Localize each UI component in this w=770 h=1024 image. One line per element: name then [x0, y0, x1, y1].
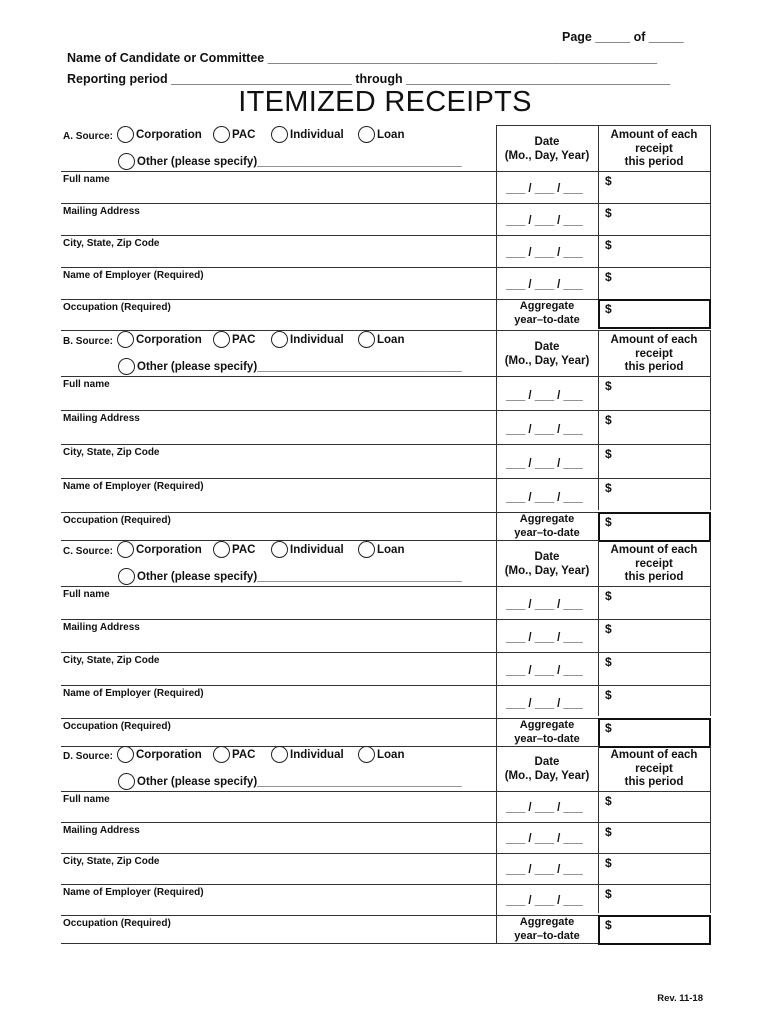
date-field[interactable]: ___ / ___ / ___	[506, 665, 583, 677]
amount-field[interactable]: $	[605, 379, 612, 393]
date-field[interactable]: ___ / ___ / ___	[506, 698, 583, 710]
amount-field[interactable]: $	[605, 270, 612, 284]
amount-header-line: this period	[624, 571, 684, 583]
source-label: D. Source:	[63, 751, 114, 762]
radio-button-icon[interactable]	[118, 153, 135, 170]
field-input[interactable]	[61, 619, 496, 652]
field-input[interactable]	[61, 586, 496, 619]
date-header-line: Date	[534, 756, 560, 768]
amount-column-header	[598, 334, 710, 375]
date-column-header	[496, 550, 598, 578]
radio-button-icon[interactable]	[358, 331, 375, 348]
radio-button-icon[interactable]	[118, 773, 135, 790]
date-field[interactable]: ___ / ___ / ___	[506, 632, 583, 644]
amount-column-header	[598, 544, 710, 585]
field-label: Occupation (Required)	[63, 302, 171, 313]
source-option-individual[interactable]	[271, 746, 344, 763]
receipt-section	[61, 125, 710, 330]
field-label: Occupation (Required)	[63, 721, 171, 732]
radio-button-icon[interactable]	[117, 746, 134, 763]
amount-field[interactable]: $	[605, 825, 612, 839]
date-header-line: (Mo., Day, Year)	[504, 565, 590, 577]
amount-column-header	[598, 129, 710, 170]
source-option-other[interactable]	[118, 153, 462, 170]
radio-button-icon[interactable]	[213, 126, 230, 143]
aggregate-label	[496, 300, 598, 327]
source-option-label: PAC	[232, 333, 256, 346]
field-input[interactable]	[61, 235, 496, 267]
receipt-section	[61, 745, 710, 943]
field-label: City, State, Zip Code	[63, 447, 160, 458]
field-input[interactable]	[61, 299, 496, 329]
amount-field[interactable]: $	[605, 794, 612, 808]
amount-field[interactable]: $	[605, 481, 612, 495]
amount-column-header	[598, 749, 710, 790]
field-label: Full name	[63, 174, 110, 185]
field-input[interactable]	[61, 853, 496, 884]
source-option-corporation[interactable]	[117, 331, 202, 348]
source-option-loan[interactable]	[358, 541, 404, 558]
amount-header-line: receipt	[635, 557, 673, 570]
date-field[interactable]: ___ / ___ / ___	[506, 390, 583, 402]
aggregate-label	[496, 719, 598, 746]
source-option-other[interactable]	[118, 358, 462, 375]
field-input[interactable]	[61, 512, 496, 542]
source-option-label: Corporation	[136, 128, 202, 141]
date-header-line: Date	[534, 551, 560, 563]
aggregate-label-line: Aggregate	[519, 300, 575, 312]
date-field[interactable]: ___ / ___ / ___	[506, 802, 583, 814]
aggregate-label-line: year–to-date	[514, 732, 580, 745]
date-field[interactable]: ___ / ___ / ___	[506, 247, 583, 259]
source-option-individual[interactable]	[271, 331, 344, 348]
date-field[interactable]: ___ / ___ / ___	[506, 458, 583, 470]
date-header-line: (Mo., Day, Year)	[504, 355, 590, 367]
source-option-label: Loan	[377, 128, 405, 141]
aggregate-label-line: year–to-date	[514, 526, 580, 539]
source-option-other[interactable]	[118, 568, 462, 585]
amount-header-line: Amount of each	[610, 544, 698, 556]
source-option-loan[interactable]	[358, 126, 404, 143]
field-input[interactable]	[61, 203, 496, 235]
source-option-individual[interactable]	[271, 126, 344, 143]
source-option-label: Individual	[290, 543, 344, 556]
date-header-line: (Mo., Day, Year)	[504, 770, 590, 782]
amount-field[interactable]: $	[605, 622, 612, 636]
source-option-corporation[interactable]	[117, 541, 202, 558]
field-input[interactable]	[61, 478, 496, 512]
radio-button-icon[interactable]	[118, 358, 135, 375]
field-input[interactable]	[61, 444, 496, 478]
date-column-header	[496, 135, 598, 163]
field-label: Name of Employer (Required)	[63, 481, 204, 492]
amount-field[interactable]: $	[605, 655, 612, 669]
divider-line	[710, 330, 711, 510]
divider-line	[710, 540, 711, 716]
field-label: Name of Employer (Required)	[63, 270, 204, 281]
field-label: City, State, Zip Code	[63, 238, 160, 249]
candidate-name-field[interactable]: Name of Candidate or Committee ________________________________________________________	[67, 51, 658, 65]
amount-header-line: Amount of each	[610, 749, 698, 761]
receipt-section	[61, 330, 710, 540]
field-input[interactable]	[61, 410, 496, 444]
revision-label: Rev. 11-18	[657, 993, 703, 1004]
other-specify-label: Other (please specify)________________________________	[137, 360, 462, 373]
amount-field[interactable]: $	[605, 447, 612, 461]
aggregate-amount-field: $	[605, 302, 612, 316]
aggregate-label-line: year–to-date	[514, 929, 580, 942]
source-option-pac[interactable]	[213, 746, 255, 763]
amount-header-line: Amount of each	[610, 334, 698, 346]
amount-field[interactable]: $	[605, 688, 612, 702]
field-label: Name of Employer (Required)	[63, 688, 204, 699]
field-label: Full name	[63, 379, 110, 390]
divider-line	[496, 125, 710, 126]
aggregate-label	[496, 916, 598, 943]
field-input[interactable]	[61, 652, 496, 685]
aggregate-label-line: Aggregate	[519, 916, 575, 928]
field-input[interactable]	[61, 171, 496, 203]
field-input[interactable]	[61, 685, 496, 718]
radio-button-icon[interactable]	[271, 126, 288, 143]
date-field[interactable]: ___ / ___ / ___	[506, 215, 583, 227]
source-option-label: Individual	[290, 748, 344, 761]
radio-button-icon[interactable]	[358, 746, 375, 763]
source-option-label: Individual	[290, 333, 344, 346]
amount-field[interactable]: $	[605, 887, 612, 901]
amount-field[interactable]: $	[605, 174, 612, 188]
source-option-loan[interactable]	[358, 746, 404, 763]
radio-button-icon[interactable]	[358, 541, 375, 558]
radio-button-icon[interactable]	[117, 331, 134, 348]
amount-header-line: receipt	[635, 762, 673, 775]
radio-button-icon[interactable]	[213, 746, 230, 763]
amount-header-line: receipt	[635, 347, 673, 360]
source-option-label: Corporation	[136, 748, 202, 761]
source-option-pac[interactable]	[213, 126, 255, 143]
source-option-label: Individual	[290, 128, 344, 141]
source-option-label: Corporation	[136, 333, 202, 346]
source-option-label: PAC	[232, 748, 256, 761]
receipt-section	[61, 540, 710, 746]
amount-field[interactable]: $	[605, 856, 612, 870]
amount-header-line: this period	[624, 361, 684, 373]
date-column-header	[496, 755, 598, 783]
other-specify-label: Other (please specify)________________________________	[137, 570, 462, 583]
field-label: Name of Employer (Required)	[63, 887, 204, 898]
field-label: Mailing Address	[63, 825, 140, 836]
field-label: Mailing Address	[63, 206, 140, 217]
source-label: C. Source:	[63, 546, 114, 557]
field-label: Occupation (Required)	[63, 918, 171, 929]
date-field[interactable]: ___ / ___ / ___	[506, 183, 583, 195]
field-label: City, State, Zip Code	[63, 856, 160, 867]
amount-field[interactable]: $	[605, 238, 612, 252]
aggregate-amount-field: $	[605, 515, 612, 529]
source-option-individual[interactable]	[271, 541, 344, 558]
field-label: Full name	[63, 589, 110, 600]
divider-line	[710, 125, 711, 300]
date-field[interactable]: ___ / ___ / ___	[506, 424, 583, 436]
amount-header-line: Amount of each	[610, 129, 698, 141]
aggregate-label-line: Aggregate	[519, 719, 575, 731]
source-option-label: Loan	[377, 333, 405, 346]
field-label: Full name	[63, 794, 110, 805]
amount-field[interactable]: $	[605, 206, 612, 220]
date-field[interactable]: ___ / ___ / ___	[506, 833, 583, 845]
field-label: Mailing Address	[63, 622, 140, 633]
source-option-other[interactable]	[118, 773, 462, 790]
aggregate-amount-box[interactable]	[598, 512, 711, 542]
source-option-corporation[interactable]	[117, 126, 202, 143]
date-header-line: Date	[534, 341, 560, 353]
page-title: ITEMIZED RECEIPTS	[238, 86, 532, 118]
amount-field[interactable]: $	[605, 589, 612, 603]
page-number-field[interactable]: Page _____ of _____	[562, 30, 684, 44]
radio-button-icon[interactable]	[358, 126, 375, 143]
date-field[interactable]: ___ / ___ / ___	[506, 864, 583, 876]
field-label: City, State, Zip Code	[63, 655, 160, 666]
field-label: Mailing Address	[63, 413, 140, 424]
date-field[interactable]: ___ / ___ / ___	[506, 492, 583, 504]
amount-field[interactable]: $	[605, 413, 612, 427]
source-option-label: PAC	[232, 128, 256, 141]
other-specify-label: Other (please specify)________________________________	[137, 155, 462, 168]
reporting-period-field[interactable]: Reporting period __________________________ through ______________________________________	[67, 72, 671, 86]
date-field[interactable]: ___ / ___ / ___	[506, 895, 583, 907]
divider-line	[710, 745, 711, 913]
other-specify-label: Other (please specify)________________________________	[137, 775, 462, 788]
field-input[interactable]	[61, 822, 496, 853]
date-field[interactable]: ___ / ___ / ___	[506, 599, 583, 611]
date-field[interactable]: ___ / ___ / ___	[506, 279, 583, 291]
aggregate-amount-box[interactable]	[598, 718, 711, 748]
source-option-corporation[interactable]	[117, 746, 202, 763]
amount-header-line: receipt	[635, 142, 673, 155]
radio-button-icon[interactable]	[117, 541, 134, 558]
aggregate-label-line: year–to-date	[514, 313, 580, 326]
field-input[interactable]	[61, 791, 496, 822]
aggregate-amount-box[interactable]	[598, 915, 711, 945]
source-option-label: PAC	[232, 543, 256, 556]
aggregate-label-line: Aggregate	[519, 513, 575, 525]
field-input[interactable]	[61, 376, 496, 410]
date-header-line: Date	[534, 136, 560, 148]
source-option-pac[interactable]	[213, 331, 255, 348]
source-option-loan[interactable]	[358, 331, 404, 348]
amount-header-line: this period	[624, 776, 684, 788]
field-label: Occupation (Required)	[63, 515, 171, 526]
field-input[interactable]	[61, 915, 496, 945]
field-input[interactable]	[61, 718, 496, 748]
aggregate-amount-field: $	[605, 721, 612, 735]
radio-button-icon[interactable]	[213, 331, 230, 348]
source-option-label: Corporation	[136, 543, 202, 556]
source-label: A. Source:	[63, 131, 114, 142]
date-column-header	[496, 340, 598, 368]
radio-button-icon[interactable]	[271, 331, 288, 348]
source-option-pac[interactable]	[213, 541, 255, 558]
amount-header-line: this period	[624, 156, 684, 168]
field-input[interactable]	[61, 884, 496, 915]
source-option-label: Loan	[377, 543, 405, 556]
radio-button-icon[interactable]	[213, 541, 230, 558]
source-option-label: Loan	[377, 748, 405, 761]
aggregate-amount-box[interactable]	[598, 299, 711, 329]
date-header-line: (Mo., Day, Year)	[504, 150, 590, 162]
radio-button-icon[interactable]	[118, 568, 135, 585]
field-input[interactable]	[61, 267, 496, 299]
radio-button-icon[interactable]	[271, 746, 288, 763]
aggregate-label	[496, 513, 598, 540]
source-label: B. Source:	[63, 336, 114, 347]
aggregate-amount-field: $	[605, 918, 612, 932]
radio-button-icon[interactable]	[117, 126, 134, 143]
radio-button-icon[interactable]	[271, 541, 288, 558]
